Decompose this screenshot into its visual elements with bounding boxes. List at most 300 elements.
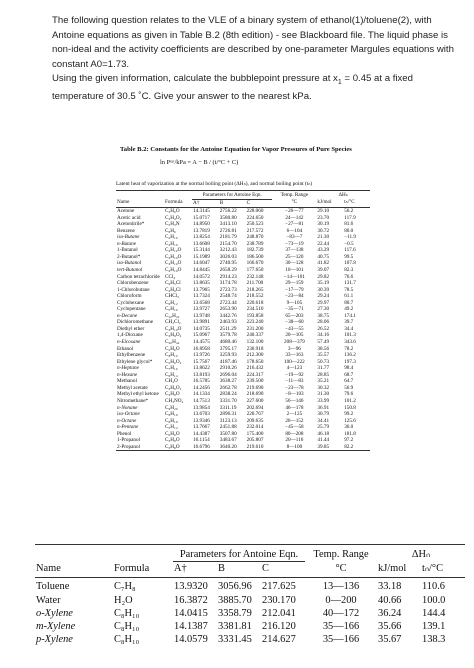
table-cell: 2—125 — [286, 411, 303, 418]
table-cell: 16.1154 — [193, 437, 210, 444]
table-row — [35, 620, 465, 633]
table-cell: C₆H₁₂ — [165, 299, 178, 306]
table-cell: C₄H₁₀O — [165, 267, 182, 274]
table-cell: 2726.81 — [219, 227, 237, 234]
column-header: °C — [305, 562, 377, 578]
table-cell: 3442.76 — [219, 312, 237, 319]
table-cell: 14.4575 — [193, 339, 210, 346]
table-cell: 2914.23 — [219, 273, 237, 280]
table-cell: 13.9748 — [193, 312, 210, 319]
table-cell: 220.618 — [246, 299, 264, 306]
table-cell: 13.8254 — [193, 234, 210, 241]
table-cell: 13—136 — [322, 581, 360, 593]
table-cell: n-Octane — [117, 417, 137, 424]
table-cell: 219.690 — [246, 384, 264, 391]
table-cell: 4—123 — [286, 365, 303, 372]
table-cell: m-Xylene — [36, 621, 76, 633]
table-cell: 78.5 — [344, 286, 354, 293]
table-cell: 29—159 — [285, 280, 304, 287]
table-cell: 4680.46 — [219, 339, 237, 346]
table-cell: 2896.31 — [219, 411, 237, 418]
table-cell: 209.635 — [246, 417, 264, 424]
table-cell: 218.265 — [246, 286, 264, 293]
table-cell: n-Butane — [117, 240, 137, 247]
table-cell: C₈H₁₀ — [114, 607, 140, 619]
table-cell: 35—166 — [322, 621, 360, 633]
table-cell: 9—105 — [286, 299, 303, 306]
table-cell: 2756.22 — [219, 208, 237, 215]
question-paragraph-2 — [52, 72, 462, 105]
table-cell: 1-Chlorobutane — [117, 286, 150, 293]
table-cell: 3174.78 — [219, 280, 237, 287]
table-cell: 30.72 — [317, 227, 330, 234]
table-cell: 125.6 — [344, 417, 356, 424]
table-cell: 35.57 — [317, 352, 330, 359]
table-cell: 13.7965 — [193, 286, 210, 293]
table-cell: Dichloromethane — [117, 319, 154, 326]
table-cell: 40.75 — [317, 253, 330, 260]
table-cell: C₄H₁₀O — [165, 253, 182, 260]
table-cell: C₉H₂₀ — [165, 404, 178, 411]
table-cell: 30.19 — [317, 221, 330, 228]
table-cell: 227.600 — [246, 397, 264, 404]
table-cell: 107.8 — [344, 260, 356, 267]
column-header: tₙ/°C — [421, 562, 465, 578]
table-cell: 240.337 — [246, 332, 264, 339]
table-cell: 2451.88 — [219, 424, 237, 431]
table-cell: 3579.78 — [219, 332, 237, 339]
column-header: tₙ/°C — [343, 199, 370, 208]
table-cell: 76.6 — [344, 273, 354, 280]
table-cell: 13.7667 — [193, 424, 210, 431]
question-text-2 — [52, 72, 462, 105]
group-header-dh: ΔHₙ — [377, 545, 465, 562]
table-cell: 29.24 — [317, 293, 330, 300]
table-cell: 8—100 — [272, 444, 316, 451]
table-cell: 144.4 — [422, 607, 446, 619]
table-row — [116, 208, 370, 215]
table-cell: 14.3145 — [193, 208, 210, 215]
table-cell: 56.2 — [344, 208, 354, 215]
table-cell: −73—19 — [285, 240, 304, 247]
table-header-spacer — [113, 545, 173, 562]
table-cell: 80.7 — [344, 299, 354, 306]
table-cell: 34.4 — [344, 325, 354, 332]
table-cell: 110.6 — [422, 581, 445, 593]
column-header: B — [219, 199, 246, 208]
table-cell: C₄H₁₀ — [165, 234, 178, 241]
group-header-params: Parameters for Antoine Eqn. — [192, 191, 272, 200]
column-header: A† — [192, 199, 219, 208]
table-cell: 3795.17 — [219, 345, 237, 352]
antoine-constants-table — [116, 190, 370, 451]
table-cell: 13.8635 — [193, 280, 210, 287]
table-cell: Acetone — [117, 208, 135, 215]
table-cell: 33—163 — [285, 352, 304, 359]
column-header: Name — [35, 562, 113, 578]
table-cell: 3331.45 — [218, 634, 252, 646]
table-header-spacer — [35, 545, 113, 562]
table-cell: iso-Octane — [117, 411, 140, 418]
table-cell: 208—379 — [284, 339, 305, 346]
table-cell: 343.6 — [344, 339, 356, 346]
table-cell: −45—58 — [285, 424, 304, 431]
table-cell: 218.552 — [246, 293, 264, 300]
table-cell: C₇H₁₆ — [165, 365, 178, 372]
table-cell: 21.30 — [317, 234, 330, 241]
table-cell: C₆H₁₄ — [165, 371, 178, 378]
table-cell: 218.690 — [246, 391, 264, 398]
table-cell: 14.1387 — [174, 621, 208, 633]
table-cell: 2662.78 — [219, 384, 237, 391]
table-cell: 205.807 — [246, 437, 264, 444]
table-cell: 46.18 — [317, 430, 330, 437]
table-cell: 2463.93 — [219, 319, 237, 326]
table-cell: 175.400 — [246, 430, 264, 437]
table-cell: 25—120 — [285, 253, 304, 260]
table-cell: C₃H₆O — [165, 208, 180, 215]
table-cell: 79.6 — [344, 391, 354, 398]
table-cell: 3358.79 — [218, 607, 252, 619]
table-cell: C₄H₁₀ — [165, 240, 178, 247]
table-cell: CH₃NO₂ — [165, 397, 184, 404]
table-cell: 14.6047 — [193, 260, 210, 267]
table-title: Table B.2: Constants for the Antoine Equation for Vapor Pressures of Pure Species — [120, 146, 352, 153]
table-cell: 14.0415 — [174, 607, 208, 619]
table-cell: 30.39 — [317, 286, 330, 293]
table-cell: 56.9 — [344, 384, 354, 391]
table-cell: Chlorobenzene — [117, 280, 149, 287]
table-cell: 2511.29 — [219, 325, 237, 332]
table-cell: 35.66 — [378, 621, 402, 633]
table-cell: 3580.80 — [219, 214, 237, 221]
table-cell: 231.200 — [246, 325, 264, 332]
table-cell: 26.52 — [317, 325, 330, 332]
table-cell: Cyclopentane — [117, 306, 146, 313]
table-cell: 56—146 — [285, 397, 304, 404]
table-cell: −19—92 — [285, 371, 304, 378]
table-cell: 13.9726 — [193, 352, 210, 359]
group-header-params: Parameters for Antoine Eqn. — [173, 545, 305, 562]
table-row — [116, 444, 370, 451]
table-cell: C₂H₄O₂ — [165, 214, 182, 221]
table-header-spacer — [116, 191, 164, 200]
table-cell: 16.3872 — [174, 594, 208, 606]
table-row — [35, 607, 465, 620]
table-cell: 35—166 — [322, 634, 360, 646]
table-cell: 3483.67 — [219, 437, 237, 444]
table-cell: 3640.20 — [219, 444, 246, 451]
table-cell: 220.767 — [246, 411, 264, 418]
table-cell: 99.5 — [344, 253, 354, 260]
table-cell: 2838.24 — [219, 391, 237, 398]
table-header-spacer — [164, 191, 192, 200]
table-cell: C₈H₁₀ — [165, 352, 178, 359]
table-cell: n-Decane — [117, 312, 138, 319]
table-cell: 14.1334 — [193, 391, 210, 398]
table-cell: 101.2 — [344, 397, 356, 404]
column-header: B — [217, 562, 261, 578]
table-cell: 82.3 — [344, 267, 354, 274]
table-cell: 15.3144 — [193, 247, 210, 254]
table-cell: C₁₀H₂₂ — [165, 312, 180, 319]
table-cell: 99.2 — [344, 411, 354, 418]
table-cell: Phenol — [117, 430, 132, 437]
table-cell: 131.7 — [344, 280, 356, 287]
table-cell: 3413.10 — [219, 221, 237, 228]
table-cell: 238.789 — [246, 240, 264, 247]
table-cell: Water — [36, 594, 61, 606]
group-header-temp: Temp. Range — [272, 191, 316, 200]
table-cell: 0—200 — [325, 594, 357, 606]
column-header: C — [246, 199, 273, 208]
table-cell: 68.7 — [344, 371, 354, 378]
table-cell: 2910.26 — [219, 365, 237, 372]
table-cell: C₅H₁₀ — [165, 306, 178, 313]
table-cell: C₈H₁₀ — [114, 621, 140, 633]
table-cell: 15.7567 — [193, 358, 210, 365]
table-cell: 216.120 — [262, 621, 296, 633]
table-cell: Benzene — [117, 227, 135, 234]
table-cell: 136.2 — [344, 352, 356, 359]
table-cell: 2154.70 — [219, 240, 237, 247]
table-cell: 3259.93 — [219, 352, 237, 359]
table-cell: 26—152 — [285, 417, 304, 424]
table-cell: 37—138 — [285, 247, 304, 254]
table-cell: CH₂Cl₂ — [165, 319, 181, 326]
table-cell: 10—101 — [285, 267, 304, 274]
table-cell: C₆H₆ — [165, 227, 176, 234]
table-cell: 36.24 — [378, 607, 402, 619]
column-header: Formula — [113, 562, 173, 578]
table-cell: 2696.04 — [219, 371, 237, 378]
table-cell: 1,4-Dioxane — [117, 332, 143, 339]
table-cell: 230.918 — [246, 345, 264, 352]
table-cell: 223.240 — [246, 319, 264, 326]
table-cell: 3026.03 — [219, 253, 237, 260]
column-header: A† — [173, 562, 217, 578]
table-cell: 13.6703 — [193, 411, 210, 418]
column-header: Formula — [164, 199, 192, 208]
table-cell: Ethylene glycol* — [117, 358, 153, 365]
table-cell: C₂H₃N — [165, 221, 180, 228]
table-cell: Nitromethane* — [117, 397, 149, 404]
table-cell: CH₄O — [165, 378, 178, 385]
table-cell: 177.650 — [246, 267, 264, 274]
table-cell: Methanol — [117, 378, 137, 385]
table-cell: 1-Butanol — [117, 247, 138, 254]
table-cell: 81.6 — [344, 221, 354, 228]
column-header: °C — [272, 199, 316, 208]
table-cell: −17—79 — [285, 286, 304, 293]
antoine-constants-table-enlarged — [35, 544, 465, 646]
column-header: kJ/mol — [316, 199, 343, 208]
table-cell: 211.700 — [246, 280, 264, 287]
table-cell: C₂H₆O₂ — [165, 358, 182, 365]
table-cell: C₇H₈ — [114, 581, 136, 593]
table-cell: 46—178 — [285, 404, 304, 411]
table-cell: −83—7 — [286, 234, 303, 241]
table-cell: 186.500 — [246, 253, 264, 260]
table-cell: 2548.74 — [219, 293, 237, 300]
table-cell: Acetic acid — [117, 214, 141, 221]
table-cell: C₄H₁₀O — [165, 325, 182, 332]
table-cell: 6—104 — [286, 227, 303, 234]
table-cell: 239.500 — [246, 378, 264, 385]
table-cell: 2-Propanol — [116, 444, 164, 451]
table-cell: 2740.95 — [219, 260, 237, 267]
table-cell: Acetonitrile* — [117, 221, 145, 228]
table-cell: −38—60 — [285, 319, 304, 326]
table-cell: 14.0579 — [174, 634, 208, 646]
table-cell: 13.7819 — [193, 227, 210, 234]
table-cell: 132.100 — [246, 339, 264, 346]
table-cell: 29.82 — [317, 273, 330, 280]
table-cell: 3885.70 — [218, 594, 252, 606]
question-text-2-post: = 0.45 at a fixed temperature of 30.5 ˚C. Give your answer to the nearest kPa. — [52, 73, 413, 103]
table-cell: Chloroform — [117, 293, 142, 300]
table-cell: 217.572 — [246, 227, 264, 234]
table-cell: 3507.80 — [219, 430, 237, 437]
table-cell: 117.6 — [344, 247, 356, 254]
table-cell: 4187.46 — [219, 358, 237, 365]
table-cell: 36.0 — [344, 424, 354, 431]
table-cell: 41.44 — [317, 437, 330, 444]
table-cell: 50.73 — [317, 358, 330, 365]
table-cell: 14.0572 — [193, 273, 210, 280]
table-cell: Toluene — [36, 581, 70, 593]
table-cell: C₆H₆O — [165, 430, 180, 437]
table-cell: Diethyl ether — [117, 325, 145, 332]
table-cell: 14.7513 — [193, 397, 210, 404]
table-cell: 174.1 — [344, 312, 356, 319]
table-cell: 23.70 — [317, 214, 330, 221]
table-cell: 3331.70 — [219, 397, 237, 404]
table-cell: 2658.29 — [219, 267, 237, 274]
table-cell: 29.10 — [317, 208, 330, 215]
table-cell: C₆H₅Cl — [165, 280, 181, 287]
table-cell: −8—103 — [285, 391, 304, 398]
column-header: C — [261, 562, 305, 578]
table-cell: 39.07 — [317, 267, 330, 274]
table-cell: 49.2 — [344, 306, 354, 313]
table-cell: 39.7 — [344, 319, 354, 326]
table-cell: 228.060 — [246, 208, 264, 215]
table-cell: C₂₀H₄₂ — [165, 339, 180, 346]
table-cell: 13.8622 — [193, 365, 210, 372]
table-cell: 2723.73 — [219, 286, 237, 293]
table-cell: 97.2 — [344, 437, 354, 444]
table-cell: 13.7324 — [193, 293, 210, 300]
table-cell: C₃H₈O — [164, 444, 192, 451]
table-cell: 166.670 — [246, 260, 264, 267]
table-cell: 38.56 — [317, 345, 330, 352]
question-subscript: 1 — [337, 78, 342, 86]
table-cell: C₄H₈O — [165, 391, 180, 398]
table-cell: 202.694 — [246, 404, 264, 411]
table-cell: 30.79 — [317, 411, 330, 418]
table-cell: 3212.43 — [219, 247, 237, 254]
table-cell: 13.9320 — [174, 581, 208, 593]
table-cell: 35.67 — [378, 634, 402, 646]
latent-heat-note: Latent heat of vaporization at the normal boiling point (ΔHₙ), and normal boiling point (tₙ) — [116, 181, 313, 187]
table-cell: 14.2456 — [193, 384, 210, 391]
question-paragraph-1 — [52, 14, 462, 72]
table-cell: C₄H₉Cl — [165, 286, 181, 293]
table-cell: C₅H₁₂ — [165, 424, 178, 431]
table-cell: 25.79 — [317, 424, 330, 431]
table-cell: 30.32 — [317, 384, 330, 391]
table-cell: Ethanol — [117, 345, 134, 352]
table-cell: 31.77 — [317, 365, 330, 372]
table-cell: Methyl acetate — [117, 384, 148, 391]
table-cell: 13.6568 — [193, 299, 210, 306]
table-cell: C₈H₁₈ — [165, 417, 178, 424]
table-cell: 78.2 — [344, 345, 354, 352]
table-cell: iso-Butanol — [117, 260, 142, 267]
table-cell: −11.9 — [344, 234, 356, 241]
table-cell: 14.4387 — [193, 430, 210, 437]
table-cell: 64.7 — [344, 378, 354, 385]
table-row — [35, 633, 465, 646]
table-cell: 43.29 — [317, 247, 330, 254]
table-cell: 14.0735 — [193, 325, 210, 332]
table-cell: n-Hexane — [117, 371, 138, 378]
table-cell: n-Nonane — [117, 404, 138, 411]
table-cell: 40—172 — [322, 607, 360, 619]
table-cell: 100.0 — [422, 594, 446, 606]
table-cell: 36.91 — [317, 404, 330, 411]
table-cell: o-Xylene — [36, 607, 73, 619]
table-cell: 13.8193 — [193, 371, 210, 378]
table-cell: 3638.27 — [219, 378, 237, 385]
table-cell: p-Xylene — [36, 634, 73, 646]
table-cell: 16.5785 — [193, 378, 210, 385]
table-cell: 214.627 — [262, 634, 296, 646]
table-cell: 98.4 — [344, 365, 354, 372]
table-cell: 3—96 — [287, 345, 301, 352]
table-cell: 61.1 — [344, 293, 354, 300]
table-cell: 33.99 — [317, 397, 330, 404]
table-cell: n-Eicosane — [117, 339, 141, 346]
table-cell: −23—78 — [285, 384, 304, 391]
table-cell: 35.19 — [317, 280, 330, 287]
table-cell: 80—208 — [285, 430, 304, 437]
table-cell: 34.16 — [317, 332, 330, 339]
question-text-1: The following question relates to the VLE of a binary system of ethanol(1)/toluene(2), with Antoine equations as given in Table B.2 (8th edition) - see Blackboard file. The liquid phase is non-ideal and the activity coefficients are described by one-parameter Margules equations with constant A0=1.73. — [52, 15, 454, 70]
table-cell: Ethylbenzene — [117, 352, 146, 359]
table-cell: 31.30 — [317, 391, 330, 398]
table-cell: Methyl ethyl ketone — [117, 391, 159, 398]
table-cell: C₄H₁₀O — [165, 247, 182, 254]
table-cell: 28.85 — [317, 371, 330, 378]
table-cell: 13.9727 — [193, 306, 210, 313]
table-cell: 3381.81 — [218, 621, 252, 633]
table-cell: 197.3 — [344, 358, 356, 365]
table-cell: C₈H₁₈ — [165, 411, 178, 418]
table-cell: n-Pentane — [117, 424, 139, 431]
question-text-2-pre: Using the given information, calculate the bubblepoint pressure at x — [52, 73, 338, 84]
column-header: Name — [116, 199, 164, 208]
table-cell: 35.21 — [317, 378, 330, 385]
table-cell: Cyclohexane — [117, 299, 145, 306]
table-cell: 232.148 — [246, 273, 264, 280]
table-cell: 57.49 — [317, 339, 330, 346]
table-cell: 178.650 — [246, 358, 264, 365]
table-cell: 3311.19 — [219, 404, 237, 411]
table-cell: 2181.79 — [219, 234, 237, 241]
table-cell: H₂O — [114, 594, 133, 606]
